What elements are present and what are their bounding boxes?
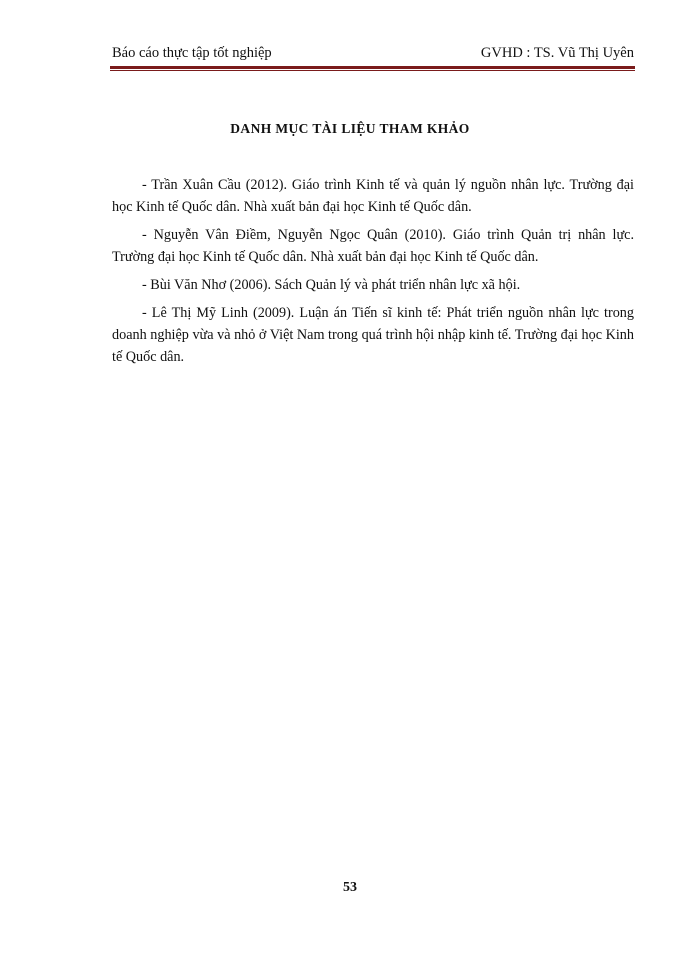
reference-list <box>112 174 634 374</box>
reference-item: - Trần Xuân Cầu (2012). Giáo trình Kinh tế và quản lý nguồn nhân lực. Trường đại học Kinh tế Quốc dân. Nhà xuất bản đại học Kinh tế Quốc dân. <box>112 177 634 215</box>
report-title-header: Báo cáo thực tập tốt nghiệp <box>112 45 272 61</box>
page-number: 53 <box>343 880 357 895</box>
reference-item: - Bùi Văn Nhơ (2006). Sách Quản lý và phát triển nhân lực xã hội. <box>142 277 521 293</box>
page-header <box>112 44 634 64</box>
reference-item: - Lê Thị Mỹ Linh (2009). Luận án Tiến sĩ kinh tế: Phát triển nguồn nhân lực trong doanh nghiệp vừa và nhỏ ở Việt Nam trong quá trình hội nhập kinh tế. Trường đại học Kinh tế Quốc dân. <box>112 305 634 365</box>
supervisor-header: GVHD : TS. Vũ Thị Uyên <box>480 45 634 61</box>
header-rule <box>110 66 635 71</box>
reference-item: - Nguyễn Vân Điềm, Nguyễn Ngọc Quân (2010). Giáo trình Quản trị nhân lực. Trường đại học Kinh tế Quốc dân. Nhà xuất bản đại học Kinh tế Quốc dân. <box>112 227 634 265</box>
page-title: DANH MỤC TÀI LIỆU THAM KHẢO <box>230 121 470 136</box>
